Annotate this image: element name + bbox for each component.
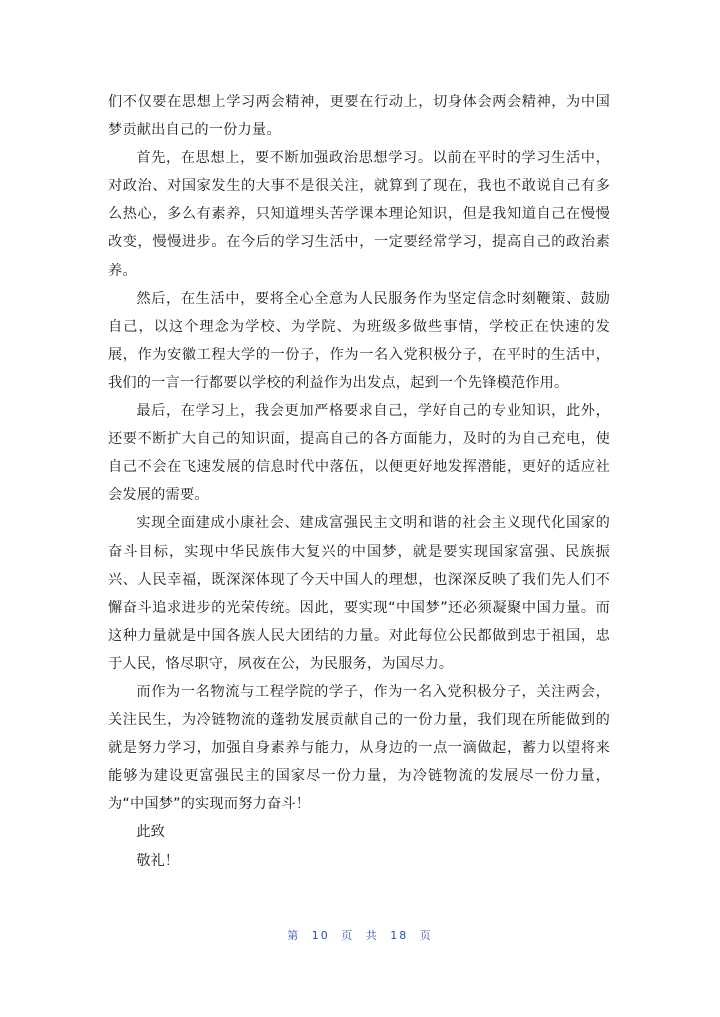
paragraph-4: 最后，在学习上，我会更加严格要求自己，学好自己的专业知识，此外，还要不断扩大自己的知识面，提高自己的各方面能力，及时的为自己充电，使自己不会在飞速发展的信息时代中落伍，以便更好地发挥潜能，更好的适应社会发展的需要。 (108, 403, 610, 504)
page-number-footer: 第 10 页 共 18 页 (287, 929, 433, 942)
paragraph-5: 实现全面建成小康社会、建成富强民主文明和谐的社会主义现代化国家的奋斗目标，实现中华民族伟大复兴的中国梦，就是要实现国家富强、民族振兴、人民幸福，既深深体现了今天中国人的理想，也深深反映了我们先人们不懈奋斗追求进步的光荣传统。因此，要实现“中国梦”还必须凝聚中国力量。而这种力量就是中国各族人民大团结的力量。对此每位公民都做到忠于祖国，忠于人民，恪尽职守，夙夜在公，为民服务，为国尽力。 (108, 515, 610, 672)
paragraph-1: 们不仅要在思想上学习两会精神，更要在行动上，切身体会两会精神，为中国梦贡献出自己的一份力量。 (108, 94, 610, 139)
document-body (108, 88, 610, 875)
closing-salutation: 此致 (136, 824, 165, 841)
paragraph-3: 然后，在生活中，要将全心全意为人民服务作为坚定信念时刻鞭策、鼓励自己，以这个理念为学校、为学院、为班级多做些事情，学校正在快速的发展，作为安徽工程大学的一份子，作为一名入党积极分子，在平时的生活中，我们的一言一行都要以学校的利益作为出发点，起到一个先锋模范作用。 (108, 290, 610, 391)
closing-regards: 敬礼！ (136, 852, 179, 869)
paragraph-2: 首先，在思想上，要不断加强政治思想学习。以前在平时的学习生活中，对政治、对国家发生的大事不是很关注，就算到了现在，我也不敢说自己有多么热心，多么有素养，只知道埋头苦学课本理论知识，但是我知道自己在慢慢改变，慢慢进步。在今后的学习生活中，一定要经常学习，提高自己的政治素养。 (108, 150, 610, 279)
paragraph-6: 而作为一名物流与工程学院的学子，作为一名入党积极分子，关注两会，关注民生，为冷链物流的蓬勃发展贡献自己的一份力量，我们现在所能做到的就是努力学习，加强自身素养与能力，从身边的一点一滴做起，蓄力以望将来能够为建设更富强民主的国家尽一份力量，为冷链物流的发展尽一份力量，为“中国梦”的实现而努力奋斗！ (108, 683, 610, 813)
